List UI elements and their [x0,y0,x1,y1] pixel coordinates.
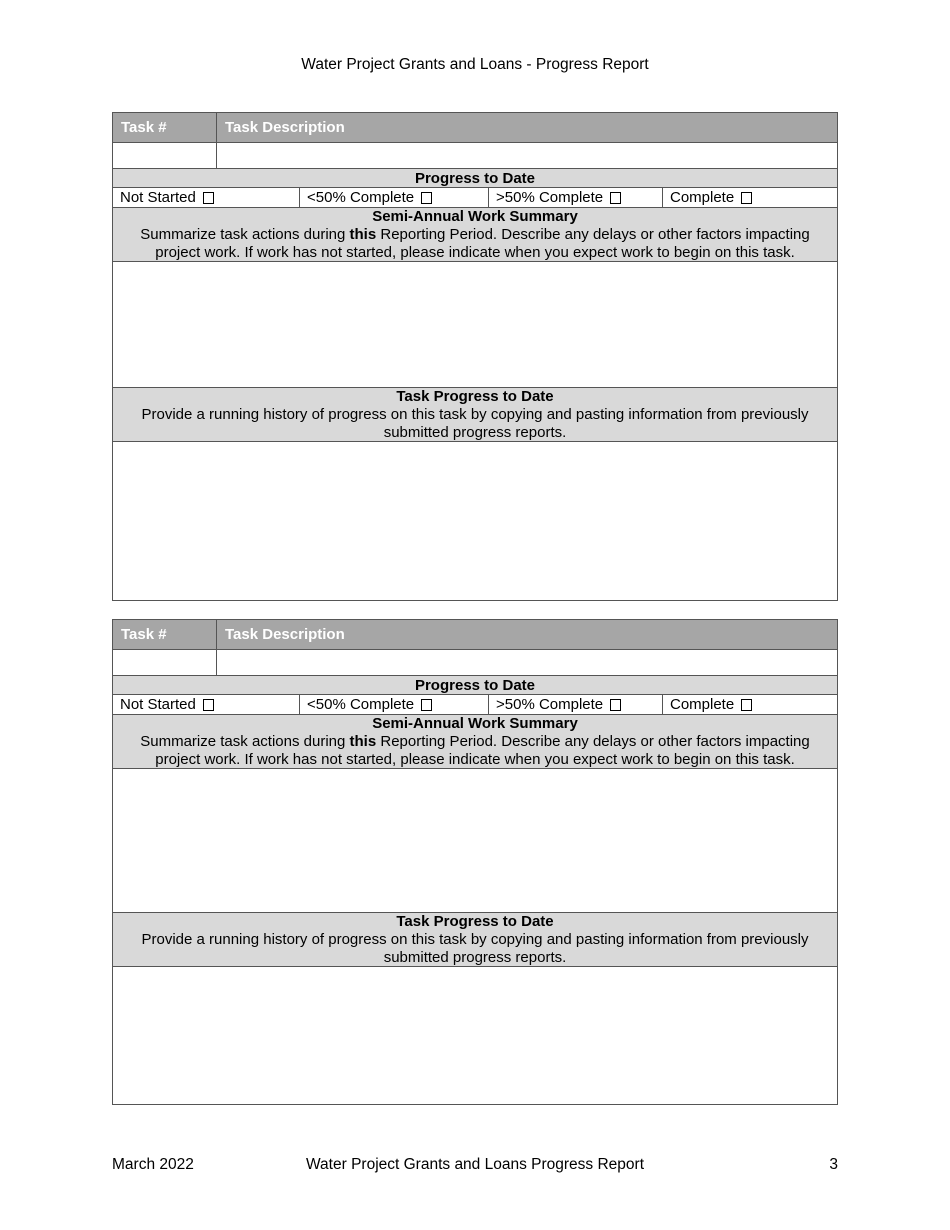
task-description-label: Task Description [225,119,345,136]
footer-title: Water Project Grants and Loans Progress Report [306,1156,644,1173]
task-description-label: Task Description [225,626,345,643]
status-label: Complete [670,696,735,713]
progress-to-date-heading: Progress to Date [113,169,837,188]
complete-checkbox[interactable] [741,192,752,204]
task-progress-instructions [113,388,837,442]
status-over-50[interactable] [489,188,663,207]
summary-text-post: Reporting Period. Describe any delays or other factors impacting project work. If work has not started, please indicate when you expect work to begin on this task. [155,733,810,768]
task-progress-entry[interactable] [113,442,837,600]
summary-text-bold: this [349,733,377,750]
not-started-checkbox[interactable] [203,699,214,711]
over-50-checkbox[interactable] [610,192,621,204]
task-progress-text: Provide a running history of progress on this task by copying and pasting information from previously submitted progress reports. [141,406,809,441]
status-under-50[interactable] [300,695,489,714]
status-row [113,188,837,208]
task-number-label: Task # [113,113,217,142]
summary-text-post: Reporting Period. Describe any delays or other factors impacting project work. If work has not started, please indicate when you expect work to begin on this task. [155,226,810,261]
over-50-checkbox[interactable] [610,699,621,711]
summary-text-bold: this [349,226,377,243]
work-summary-title: Semi-Annual Work Summary [372,208,578,225]
not-started-checkbox[interactable] [203,192,214,204]
complete-checkbox[interactable] [741,699,752,711]
status-label: Not Started [120,189,196,206]
task-number-label: Task # [113,620,217,649]
task-header-row [113,113,837,143]
work-summary-instructions [113,715,837,769]
status-label: <50% Complete [307,696,415,713]
status-over-50[interactable] [489,695,663,714]
task-progress-title: Task Progress to Date [396,913,554,930]
task-header-row [113,620,837,650]
status-not-started[interactable] [113,695,300,714]
task-progress-entry[interactable] [113,967,837,1104]
task-description-field[interactable] [217,650,837,675]
task-table [112,112,838,601]
task-description-field[interactable] [217,143,837,168]
summary-text-pre: Summarize task actions during [140,226,350,243]
status-label: >50% Complete [496,696,604,713]
under-50-checkbox[interactable] [421,192,432,204]
status-complete[interactable] [663,188,837,207]
task-number-field[interactable] [113,650,217,675]
task-number-field[interactable] [113,143,217,168]
footer-date: March 2022 [112,1156,194,1173]
summary-text-pre: Summarize task actions during [140,733,350,750]
status-under-50[interactable] [300,188,489,207]
status-complete[interactable] [663,695,837,714]
task-input-row [113,143,837,169]
work-summary-instructions [113,208,837,262]
status-label: <50% Complete [307,189,415,206]
progress-to-date-heading: Progress to Date [113,676,837,695]
page-header-title: Water Project Grants and Loans - Progress Report [301,56,649,73]
status-not-started[interactable] [113,188,300,207]
work-summary-entry[interactable] [113,262,837,388]
status-row [113,695,837,715]
task-progress-title: Task Progress to Date [396,388,554,405]
task-input-row [113,650,837,676]
work-summary-entry[interactable] [113,769,837,913]
task-progress-instructions [113,913,837,967]
task-table [112,619,838,1105]
footer-page-number: 3 [829,1156,838,1173]
status-label: Complete [670,189,735,206]
task-progress-text: Provide a running history of progress on this task by copying and pasting information from previously submitted progress reports. [141,931,809,966]
work-summary-title: Semi-Annual Work Summary [372,715,578,732]
status-label: >50% Complete [496,189,604,206]
under-50-checkbox[interactable] [421,699,432,711]
status-label: Not Started [120,696,196,713]
